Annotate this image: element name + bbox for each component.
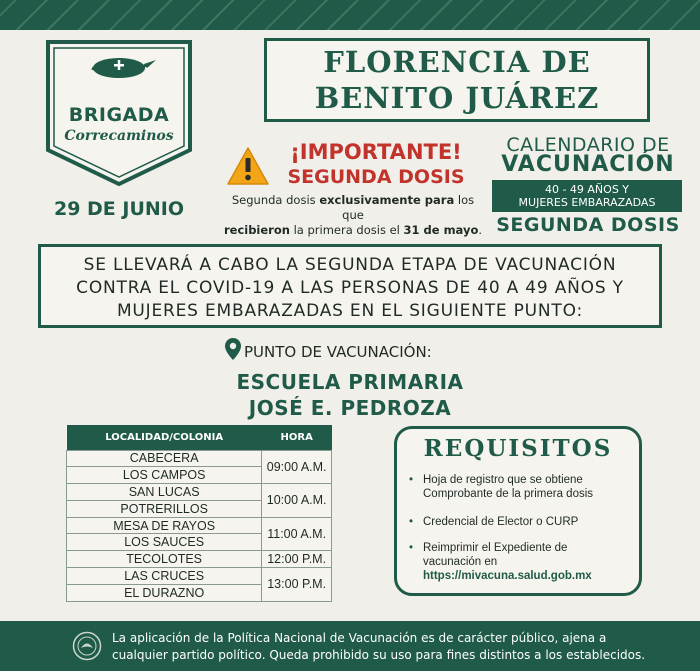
time-cell: 10:00 A.M. xyxy=(262,484,332,518)
important-note xyxy=(222,193,484,238)
locality-cell: SAN LUCAS xyxy=(67,484,262,501)
city-line-1: FLORENCIA DE xyxy=(323,45,591,79)
location-pin-icon xyxy=(224,337,242,361)
requirement-text: Hoja de registro que se obtiene xyxy=(423,474,583,486)
table-row xyxy=(67,450,332,467)
announcement-line-2: CONTRA EL COVID-19 A LAS PERSONAS DE 40 A 49 AÑOS Y xyxy=(76,278,624,298)
table-header-row xyxy=(67,425,332,450)
calendar-audience-box xyxy=(492,180,682,212)
event-date: 29 DE JUNIO xyxy=(53,198,185,220)
requirement-text: vacunación en xyxy=(423,556,498,568)
locality-cell: MESA DE RAYOS xyxy=(67,517,262,534)
table-row xyxy=(67,484,332,501)
table-row xyxy=(67,517,332,534)
city-title-box xyxy=(264,38,650,122)
brigada-badge xyxy=(44,38,194,188)
important-title: ¡IMPORTANTE! xyxy=(290,140,462,164)
mexico-seal-icon xyxy=(72,631,102,661)
important-subtitle: SEGUNDA DOSIS xyxy=(287,166,465,188)
note-text: . xyxy=(478,223,483,237)
calendar-box-line-2: MUJERES EMBARAZADAS xyxy=(518,196,656,209)
note-bold: 31 de mayo xyxy=(403,223,479,237)
note-bold: exclusivamente para xyxy=(319,193,455,207)
footer-disclaimer-line-1: La aplicación de la Política Nacional de Vacunación es de carácter público, ajena a xyxy=(112,631,607,645)
requirement-text: Comprobante de la primera dosis xyxy=(423,488,594,500)
bullet-icon: • xyxy=(409,516,414,528)
time-cell: 09:00 A.M. xyxy=(262,450,332,484)
locality-cell: LAS CRUCES xyxy=(67,568,262,585)
vaccination-point-label: PUNTO DE VACUNACIÓN: xyxy=(244,343,432,361)
mivacuna-link[interactable]: https://mivacuna.salud.gob.mx xyxy=(423,570,592,582)
announcement-line-3: MUJERES EMBARAZADAS EN EL SIGUIENTE PUNTO: xyxy=(116,301,584,321)
locality-cell: EL DURAZNO xyxy=(67,584,262,601)
table-row xyxy=(67,551,332,568)
bullet-icon: • xyxy=(409,474,414,486)
requirements-title: REQUISITOS xyxy=(423,435,613,462)
school-name-line-1: ESCUELA PRIMARIA xyxy=(236,370,464,394)
time-cell: 11:00 A.M. xyxy=(262,517,332,551)
note-text: los que xyxy=(342,193,475,222)
locality-cell: TECOLOTES xyxy=(67,551,262,568)
time-cell: 12:00 P.M. xyxy=(262,551,332,568)
calendar-line-2: VACUNACIÓN xyxy=(501,152,675,177)
schedule-table xyxy=(66,425,332,602)
announcement-box xyxy=(38,244,662,328)
badge-subtitle: Correcaminos xyxy=(64,128,174,144)
locality-cell: CABECERA xyxy=(67,450,262,467)
column-header-time: HORA xyxy=(262,425,332,450)
note-text: Segunda dosis xyxy=(231,193,320,207)
warning-icon xyxy=(226,146,270,186)
table-row xyxy=(67,568,332,585)
school-name-line-2: JOSÉ E. PEDROZA xyxy=(248,396,452,420)
footer-disclaimer-line-2: cualquier partido político. Queda prohibido su uso para fines distintos a los establecidos. xyxy=(112,648,646,662)
requirement-text: Reimprimir el Expediente de xyxy=(423,542,568,554)
announcement-line-1: SE LLEVARÁ A CABO LA SEGUNDA ETAPA DE VACUNACIÓN xyxy=(83,255,617,275)
note-bold: recibieron xyxy=(223,223,290,237)
badge-title: BRIGADA xyxy=(68,104,170,126)
footer-band xyxy=(0,621,700,671)
column-header-locality: LOCALIDAD/COLONIA xyxy=(67,425,262,450)
requirements-box xyxy=(394,426,642,596)
calendar-box-line-1: 40 - 49 AÑOS Y xyxy=(544,183,630,196)
requirement-text: Credencial de Elector o CURP xyxy=(423,516,579,528)
locality-cell: LOS SAUCES xyxy=(67,534,262,551)
calendar-line-3: SEGUNDA DOSIS xyxy=(496,214,680,236)
locality-cell: POTRERILLOS xyxy=(67,500,262,517)
time-cell: 13:00 P.M. xyxy=(262,568,332,602)
top-decorative-band xyxy=(0,0,700,30)
locality-cell: LOS CAMPOS xyxy=(67,467,262,484)
note-text: la primera dosis el xyxy=(289,223,404,237)
bullet-icon: • xyxy=(409,542,414,554)
calendar-line-1: CALENDARIO DE xyxy=(506,134,670,156)
city-line-2: BENITO JUÁREZ xyxy=(314,81,600,115)
